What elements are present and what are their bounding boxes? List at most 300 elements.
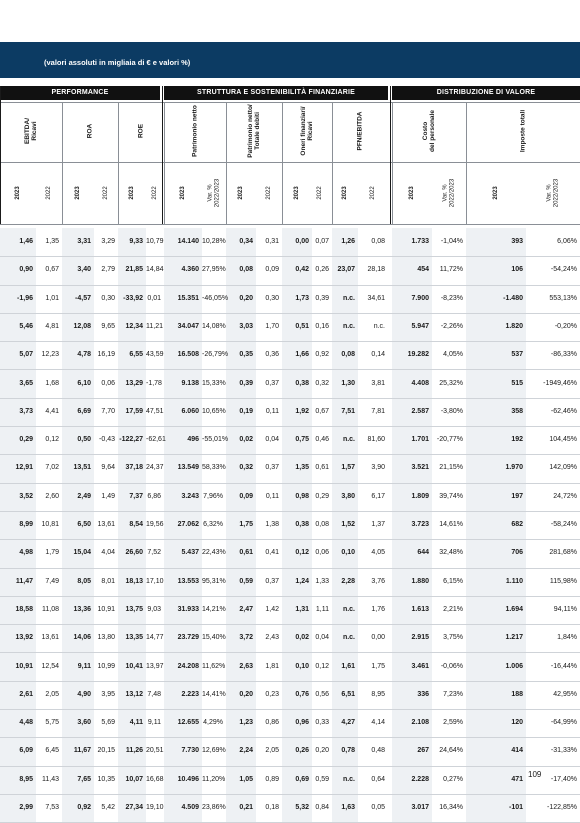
table-cell: 58,33% <box>202 464 226 472</box>
table-cell: 0,96 <box>295 719 309 727</box>
table-cell: 6.060 <box>181 407 199 415</box>
table-cell: 4,98 <box>19 549 33 557</box>
table-cell: 0,10 <box>341 549 355 557</box>
table-cell: 12,08 <box>73 322 91 330</box>
table-cell: 142,09% <box>549 464 577 472</box>
table-cell: 9,64 <box>101 464 115 472</box>
table-cell: 0,41 <box>265 549 279 557</box>
table-cell: 6,17 <box>371 492 385 500</box>
table-cell: 644 <box>417 549 429 557</box>
table-cell: -55,01% <box>202 436 229 444</box>
table-cell: 0,05 <box>371 804 385 811</box>
table-row <box>0 709 580 738</box>
year-header <box>392 164 432 222</box>
table-cell: 471 <box>511 775 523 783</box>
table-cell: 9,65 <box>101 322 115 330</box>
group-headers <box>0 86 580 102</box>
table-row <box>0 398 580 427</box>
table-cell: 16,68 <box>146 775 164 783</box>
table-cell: 0,50 <box>77 436 91 444</box>
year-header-label: Var. % 2022/2023 <box>442 178 455 208</box>
table-cell: 8,99 <box>19 521 33 528</box>
year-header <box>256 164 282 222</box>
table-cell: 0,08 <box>239 266 253 274</box>
table-cell: 23,86% <box>202 804 226 811</box>
year-header-label: 2023 <box>341 186 348 200</box>
table-cell: 8,54 <box>129 521 143 528</box>
table-cell: 3,40 <box>77 266 91 274</box>
column-divider <box>392 102 393 224</box>
table-cell: 13,80 <box>97 634 115 642</box>
table-cell: 2,24 <box>239 747 253 755</box>
table-cell: 21,85 <box>125 266 143 274</box>
table-cell: 3.461 <box>411 662 429 670</box>
column-header-label: Imposte totali <box>519 109 527 153</box>
table-cell: 3,76 <box>371 577 385 585</box>
table-cell: 0,08 <box>341 351 355 359</box>
table-cell: 1,70 <box>265 322 279 330</box>
table-cell: -62,61 <box>146 436 166 444</box>
table-cell: 6,69 <box>77 407 91 415</box>
table-cell: 8,01 <box>101 577 115 585</box>
table-cell: -16,44% <box>550 662 577 670</box>
table-cell: 95,31% <box>202 577 226 585</box>
table-cell: 537 <box>511 351 523 359</box>
table-cell: 12.655 <box>177 719 199 727</box>
table-cell: 4,78 <box>77 351 91 359</box>
column-divider <box>118 102 119 224</box>
table-row <box>0 285 580 314</box>
table-cell: 9,11 <box>77 662 91 670</box>
table-cell: 192 <box>511 436 523 444</box>
table-cell: 1,61 <box>341 662 355 670</box>
table-cell: 23.729 <box>177 634 199 642</box>
year-header-label: 2023 <box>237 186 244 200</box>
table-cell: 0,37 <box>265 379 279 387</box>
table-cell: 24.208 <box>177 662 199 670</box>
table-cell: 2.228 <box>411 775 429 783</box>
table-cell: 0,09 <box>265 266 279 274</box>
table-cell: 0,27% <box>443 775 463 783</box>
table-cell: 0,92 <box>77 804 91 811</box>
year-header <box>308 164 332 222</box>
table-cell: 0,26 <box>315 266 329 274</box>
year-header-label: 2022 <box>316 186 323 200</box>
table-cell: 16.508 <box>177 351 199 359</box>
table-cell: 0,30 <box>265 294 279 302</box>
table-cell: 1,37 <box>371 521 385 528</box>
column-header-oneri <box>282 102 332 160</box>
table-cell: 37,18 <box>125 464 143 472</box>
table-cell: 3,95 <box>101 690 115 698</box>
table-cell: 0,04 <box>315 634 329 642</box>
table-cell: 0,89 <box>265 775 279 783</box>
table-cell: 1,49 <box>101 492 115 500</box>
table-cell: 23,07 <box>337 266 355 274</box>
table-cell: 13,29 <box>125 379 143 387</box>
table-cell: 393 <box>511 238 523 245</box>
table-cell: 13,92 <box>15 634 33 642</box>
table-cell: 0,37 <box>265 577 279 585</box>
table-cell: 7.900 <box>411 294 429 302</box>
table-cell: -1,04% <box>440 238 463 245</box>
table-cell: 0,11 <box>265 407 279 415</box>
column-header-label: ROA <box>86 123 94 139</box>
table-cell: 7,02 <box>45 464 59 472</box>
column-header-label: Costo del personale <box>422 110 436 152</box>
table-cell: 24,72% <box>553 492 577 500</box>
table-cell: 14,21% <box>202 605 226 613</box>
table-cell: 1.701 <box>411 436 429 444</box>
table-cell: 7,96% <box>203 492 223 500</box>
table-cell: 2,59% <box>443 719 463 727</box>
table-cell: 2.915 <box>411 634 429 642</box>
table-cell: 3,65 <box>19 379 33 387</box>
table-cell: 3,72 <box>239 634 253 642</box>
table-cell: 3,03 <box>239 322 253 330</box>
table-cell: 11,62% <box>202 662 226 670</box>
table-cell: 1,75 <box>371 662 385 670</box>
table-cell: 2,61 <box>19 690 33 698</box>
table-row <box>0 454 580 483</box>
table-cell: 1,84% <box>557 634 577 642</box>
table-cell: 13.549 <box>177 464 199 472</box>
table-cell: n.c. <box>342 775 355 783</box>
table-cell: -0,06% <box>440 662 463 670</box>
column-header-ebitda <box>0 102 62 160</box>
table-cell: -0,20% <box>554 322 577 330</box>
table-cell: 104,45% <box>549 436 577 444</box>
table-cell: 7,23% <box>443 690 463 698</box>
table-cell: 1,76 <box>371 605 385 613</box>
table-row <box>0 596 580 625</box>
table-cell: 2.587 <box>411 407 429 415</box>
table-cell: 10,41 <box>125 662 143 670</box>
column-header-label: Oneri finanziari/ Ricavi <box>300 106 314 156</box>
table-cell: 6,10 <box>77 379 91 387</box>
table-cell: 0,00 <box>371 634 385 642</box>
year-header-label: 2022 <box>369 186 376 200</box>
table-cell: 0,32 <box>239 464 253 472</box>
table-cell: 2,43 <box>265 634 279 642</box>
column-header-label: ROE <box>137 123 145 139</box>
table-cell: 0,61 <box>239 549 253 557</box>
table-cell: 6,15% <box>443 577 463 585</box>
table-cell: 14,06 <box>73 634 91 642</box>
table-cell: 0,31 <box>265 238 279 245</box>
year-header <box>202 164 226 222</box>
table-cell: 4,05% <box>443 351 463 359</box>
table-cell: 3.521 <box>411 464 429 472</box>
table-cell: 0,12 <box>45 436 59 444</box>
year-header-label: 2022 <box>265 186 272 200</box>
header-rule <box>0 102 580 103</box>
year-header <box>94 164 118 222</box>
table-cell: 10,81 <box>41 521 59 528</box>
table-cell: n.c. <box>342 294 355 302</box>
table-cell: 0,34 <box>239 238 253 245</box>
table-cell: 3,75% <box>443 634 463 642</box>
table-cell: 0,23 <box>265 690 279 698</box>
table-cell: 0,09 <box>239 492 253 500</box>
table-cell: 3,31 <box>77 238 91 245</box>
table-cell: 1,57 <box>341 464 355 472</box>
header-band <box>0 42 580 78</box>
table-cell: 34.047 <box>177 322 199 330</box>
table-cell: 10,79 <box>146 238 164 245</box>
table-cell: 16,34% <box>439 804 463 811</box>
table-cell: 4.360 <box>181 266 199 274</box>
table-cell: 0,12 <box>295 549 309 557</box>
year-header-label: 2022 <box>151 186 158 200</box>
table-cell: 17,59 <box>125 407 143 415</box>
table-cell: 11,26 <box>125 747 143 755</box>
table-cell: 0,59 <box>315 775 329 783</box>
table-cell: 4,90 <box>77 690 91 698</box>
table-cell: 12,91 <box>15 464 33 472</box>
table-row <box>0 256 580 285</box>
table-cell: 11,20% <box>202 775 226 783</box>
table-cell: 7,52 <box>147 549 161 557</box>
table-cell: 1,92 <box>295 407 309 415</box>
table-cell: 197 <box>511 492 523 500</box>
table-cell: 11,21 <box>146 322 163 330</box>
table-cell: 1,66 <box>295 351 309 359</box>
table-cell: 3,81 <box>371 379 385 387</box>
table-cell: 1,05 <box>239 775 253 783</box>
table-cell: 4,11 <box>129 719 143 727</box>
table-cell: 39,74% <box>439 492 463 500</box>
year-header-label: 2023 <box>408 186 415 200</box>
units-note: (valori assoluti in migliaia di € e valori %) <box>44 58 191 67</box>
table-cell: 1,38 <box>265 521 279 528</box>
column-header-label: EBITDA/ Ricavi <box>24 118 38 144</box>
table-cell: 18,58 <box>15 605 33 613</box>
table-cell: 1,35 <box>45 238 59 245</box>
table-cell: 1.809 <box>411 492 429 500</box>
column-header-label: Patrimonio netto <box>191 105 199 157</box>
table-cell: 0,06 <box>101 379 115 387</box>
table-cell: 7,53 <box>45 804 59 811</box>
table-cell: -1,96 <box>17 294 33 302</box>
table-cell: 22,43% <box>202 549 226 557</box>
table-cell: 9,03 <box>147 605 161 613</box>
table-cell: 27.062 <box>177 521 199 528</box>
table-cell: 15,04 <box>73 549 91 557</box>
table-cell: 5.437 <box>181 549 199 557</box>
table-cell: 1,35 <box>295 464 309 472</box>
table-cell: 3,52 <box>19 492 33 500</box>
table-cell: 7,49 <box>45 577 59 585</box>
table-cell: 27,34 <box>125 804 143 811</box>
table-cell: 15.351 <box>177 294 199 302</box>
table-cell: n.c. <box>342 605 355 613</box>
table-cell: 120 <box>511 719 523 727</box>
table-cell: 1.006 <box>505 662 523 670</box>
table-cell: 7.730 <box>181 747 199 755</box>
table-cell: 0,35 <box>239 351 253 359</box>
column-header-label: Patrimonio netto/ Totale debiti <box>247 104 261 158</box>
table-cell: 10,28% <box>202 238 226 245</box>
table-row <box>0 568 580 597</box>
table-row <box>0 228 580 257</box>
table-row <box>0 624 580 653</box>
table-cell: 682 <box>511 521 523 528</box>
year-header <box>62 164 94 222</box>
table-cell: 10,91 <box>97 605 115 613</box>
table-cell: 2,60 <box>45 492 59 500</box>
table-cell: 7,70 <box>101 407 115 415</box>
table-cell: 0,75 <box>295 436 309 444</box>
table-cell: 9.138 <box>181 379 199 387</box>
table-cell: 14,41% <box>202 690 226 698</box>
group-divider <box>162 86 163 224</box>
table-cell: 13,36 <box>73 605 91 613</box>
table-cell: 2,63 <box>239 662 253 670</box>
table-cell: 553,13% <box>549 294 577 302</box>
table-cell: 15,40% <box>202 634 226 642</box>
year-header-label: 2022 <box>102 186 109 200</box>
table-cell: 2,99 <box>19 804 33 811</box>
table-cell: 10,65% <box>202 407 226 415</box>
table-cell: 14,77 <box>146 634 164 642</box>
table-cell: 454 <box>417 266 429 274</box>
table-cell: n.c. <box>342 436 355 444</box>
column-divider <box>332 102 333 224</box>
table-cell: 2,05 <box>265 747 279 755</box>
table-row <box>0 737 580 766</box>
table-cell: -20,77% <box>436 436 463 444</box>
table-cell: -33,92 <box>123 294 143 302</box>
table-cell: 8,05 <box>77 577 91 585</box>
table-cell: 0,20 <box>239 690 253 698</box>
year-header <box>118 164 146 222</box>
table-cell: 0,67 <box>45 266 59 274</box>
table-cell: 6,32% <box>203 521 223 528</box>
table-cell: -64,99% <box>550 719 577 727</box>
table-cell: 13.553 <box>177 577 199 585</box>
table-cell: 0,20 <box>239 294 253 302</box>
group-divider <box>0 86 1 224</box>
table-cell: -122,27 <box>119 436 143 444</box>
table-cell: 21,15% <box>439 464 463 472</box>
table-cell: 6,06% <box>557 238 577 245</box>
table-cell: 10,99 <box>97 662 115 670</box>
table-cell: 0,32 <box>315 379 329 387</box>
table-cell: 1,11 <box>315 605 329 613</box>
page-number: 109 <box>528 770 542 779</box>
table-cell: 0,16 <box>315 322 329 330</box>
table-cell: 13,61 <box>41 634 59 642</box>
table-cell: 81,60 <box>367 436 385 444</box>
table-cell: 10,91 <box>15 662 33 670</box>
year-header <box>432 164 466 222</box>
table-cell: 25,32% <box>439 379 463 387</box>
table-cell: 5,42 <box>101 804 115 811</box>
column-header-roa <box>62 102 118 160</box>
table-row <box>0 426 580 455</box>
table-cell: 4,14 <box>371 719 385 727</box>
table-cell: -8,23% <box>440 294 463 302</box>
table-cell: 1,31 <box>295 605 309 613</box>
table-cell: 0,01 <box>147 294 161 302</box>
table-cell: 4,41 <box>45 407 59 415</box>
table-cell: 706 <box>511 549 523 557</box>
table-cell: 358 <box>511 407 523 415</box>
table-cell: 4,81 <box>45 322 59 330</box>
table-cell: 0,46 <box>315 436 329 444</box>
table-cell: -2,26% <box>440 322 463 330</box>
table-row <box>0 653 580 682</box>
table-cell: 1,68 <box>45 379 59 387</box>
table-cell: 26,60 <box>125 549 143 557</box>
table-cell: 515 <box>511 379 523 387</box>
table-cell: -62,46% <box>550 407 577 415</box>
group-distribuzione: DISTRIBUZIONE DI VALORE <box>392 86 580 100</box>
table-cell: 14.140 <box>177 238 199 245</box>
table-cell: 4,04 <box>101 549 115 557</box>
table-cell: 4,27 <box>341 719 355 727</box>
table-cell: 1,23 <box>239 719 253 727</box>
table-cell: 0,78 <box>341 747 355 755</box>
column-header-costo <box>392 102 466 160</box>
table-cell: 18,13 <box>125 577 143 585</box>
table-cell: 0,29 <box>19 436 33 444</box>
table-cell: 7,48 <box>147 690 161 698</box>
table-cell: 7,81 <box>371 407 385 415</box>
column-header-roe <box>118 102 164 160</box>
group-performance: PERFORMANCE <box>0 86 160 100</box>
year-header <box>526 164 580 222</box>
table-cell: 20,51 <box>146 747 164 755</box>
table-cell: 1,75 <box>239 521 253 528</box>
column-divider <box>62 102 63 224</box>
table-cell: 11,72% <box>439 266 463 274</box>
table-cell: 8,95 <box>371 690 385 698</box>
column-header-patrimonio <box>164 102 226 160</box>
table-cell: 0,08 <box>371 238 385 245</box>
table-cell: 3,80 <box>341 492 355 500</box>
year-header-label: Var. % 2022/2023 <box>546 178 559 208</box>
table-cell: 8,95 <box>19 775 33 783</box>
table-cell: 5,75 <box>45 719 59 727</box>
table-cell: 28,18 <box>367 266 385 274</box>
table-row <box>0 766 580 795</box>
table-cell: 6,45 <box>45 747 59 755</box>
table-cell: 0,04 <box>265 436 279 444</box>
table-cell: 10,35 <box>97 775 115 783</box>
year-header-label: 2022 <box>45 186 52 200</box>
table-cell: 0,10 <box>295 662 309 670</box>
table-cell: 4.408 <box>411 379 429 387</box>
table-cell: -1,78 <box>146 379 162 387</box>
table-cell: -0,43 <box>99 436 115 444</box>
table-cell: 106 <box>511 266 523 274</box>
table-cell: 0,12 <box>315 662 329 670</box>
table-cell: 11,67 <box>73 747 91 755</box>
table-cell: 1.110 <box>505 577 523 585</box>
table-cell: 12,54 <box>41 662 59 670</box>
column-divider <box>164 102 165 224</box>
table-cell: 1,33 <box>315 577 329 585</box>
table-cell: 3,29 <box>101 238 115 245</box>
table-cell: 5,07 <box>19 351 33 359</box>
table-cell: 0,39 <box>315 294 329 302</box>
table-cell: 115,98% <box>549 577 577 585</box>
table-cell: 6,55 <box>129 351 143 359</box>
table-cell: -1.480 <box>503 294 523 302</box>
table-cell: n.c. <box>342 322 355 330</box>
